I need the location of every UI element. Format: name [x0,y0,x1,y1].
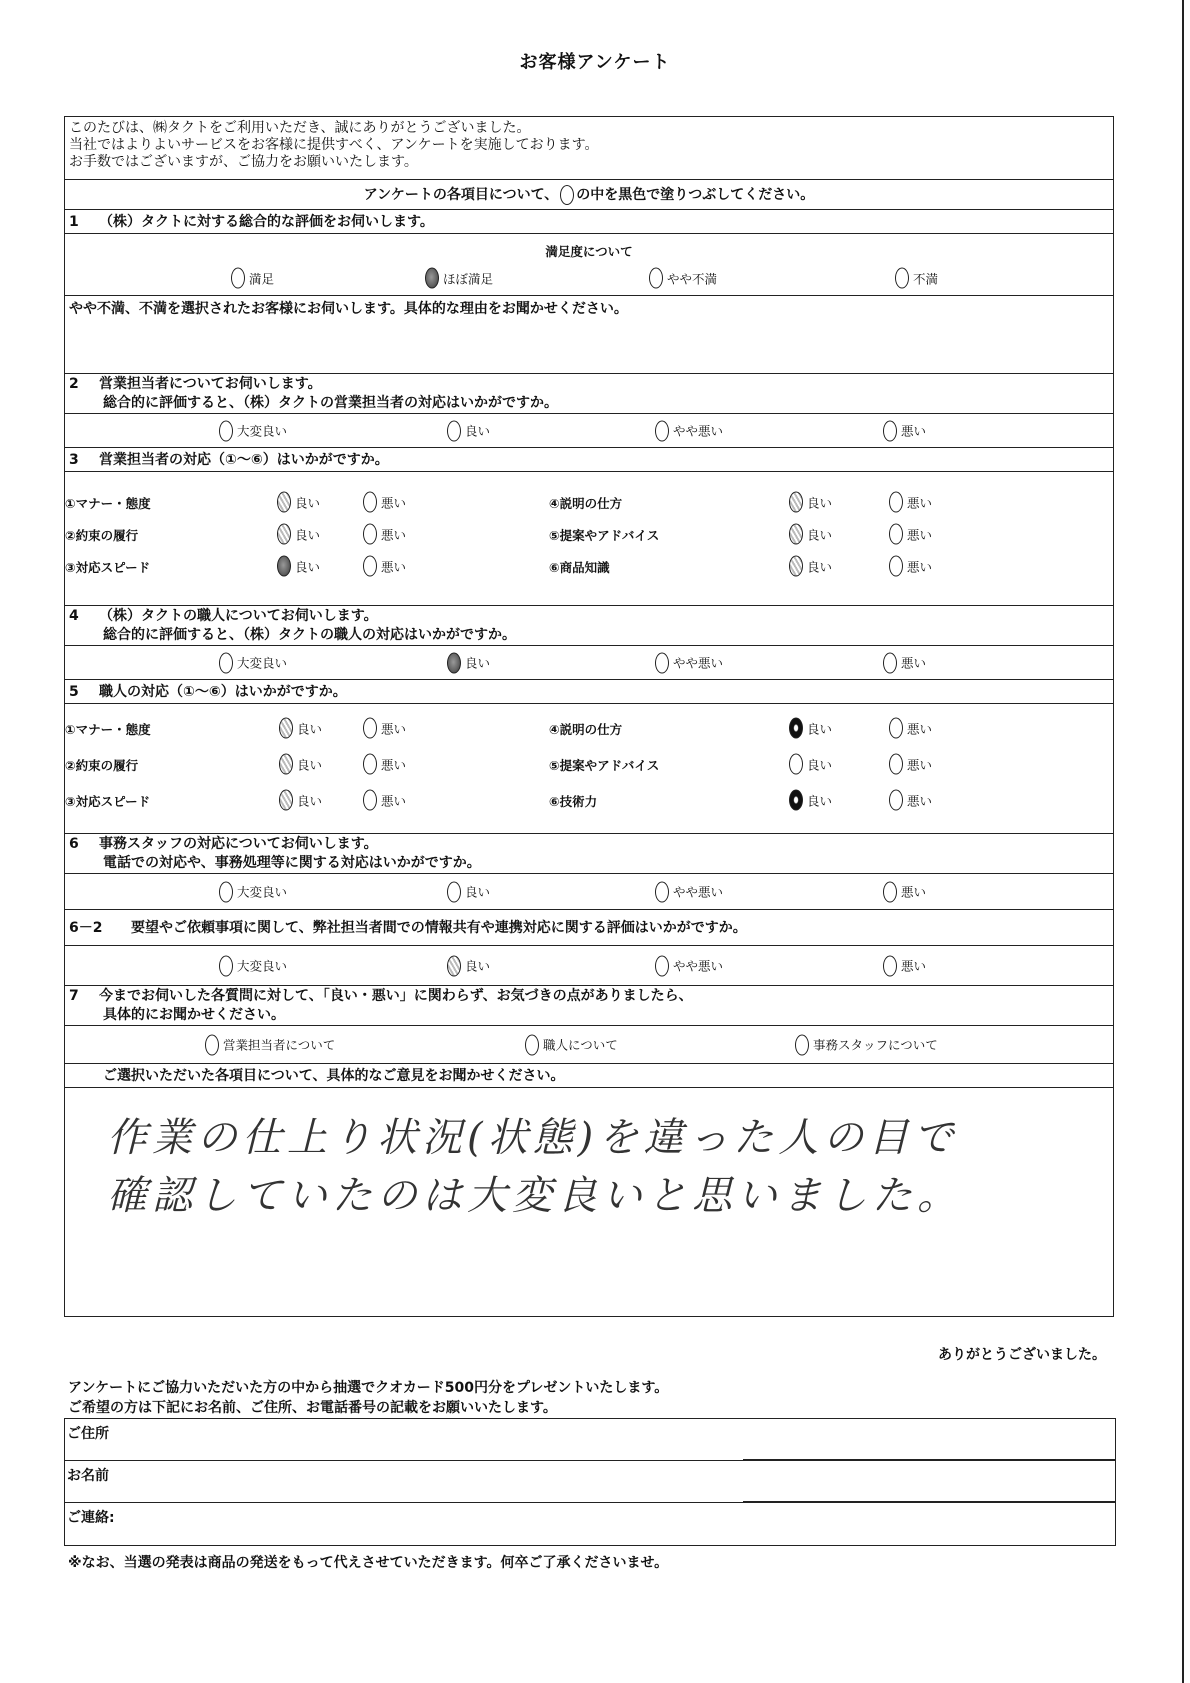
present-line: アンケートにご協力いただいた方の中から抽選でクオカード500円分をプレゼントいたします。 [68,1380,669,1396]
q3-item1-good[interactable] [277,492,320,513]
option-label: 悪い [907,527,933,542]
radio-oval-icon[interactable] [889,754,903,775]
q6-option-2[interactable] [447,881,490,902]
q4-line2: 総合的に評価すると、（株）タクトの職人の対応はいかがですか。 [103,627,516,643]
radio-oval-icon[interactable] [363,718,377,739]
q5-item-label: ①マナー・態度 [65,722,151,737]
q3-item-label: ②約束の履行 [65,528,139,543]
q2-header [65,374,1113,414]
q7-option-1[interactable] [205,1034,335,1055]
option-label: 悪い [381,495,407,510]
q5-item1-good[interactable] [279,718,322,739]
q6-2-options [65,946,1113,986]
page-edge [1182,0,1184,1683]
intro-line: 当社ではよりよいサービスをお客様に提供すべく、アンケートを実施しております。 [69,137,599,153]
q6-header [65,834,1113,874]
radio-oval-filled-icon[interactable] [789,492,803,513]
radio-oval-icon[interactable] [447,420,461,441]
option-label: 悪い [381,793,407,808]
radio-oval-filled-icon[interactable] [447,652,461,673]
option-label: 大変良い [237,655,288,671]
radio-oval-icon[interactable] [655,955,669,976]
option-label: 大変良い [237,958,288,974]
radio-oval-icon[interactable] [889,524,903,545]
q3-item6-bad[interactable] [889,556,932,577]
q3-item4-good[interactable] [789,492,832,513]
option-label: 良い [807,527,833,542]
option-label: 職人について [543,1037,618,1053]
option-label: 良い [807,793,833,808]
radio-oval-icon[interactable] [789,754,803,775]
option-label: 悪い [901,958,927,974]
q2-number: 2 [69,376,79,392]
q3-item-label: ⑥商品知識 [549,560,610,575]
option-label: 大変良い [237,884,288,900]
q2-line2: 総合的に評価すると、（株）タクトの営業担当者の対応はいかがですか。 [103,395,558,411]
q3-item2-good[interactable] [277,524,320,545]
q2-option-4[interactable] [883,420,926,441]
radio-oval-icon[interactable] [883,955,897,976]
option-label: 良い [295,527,321,542]
radio-oval-icon[interactable] [363,556,377,577]
radio-oval-icon[interactable] [889,492,903,513]
option-label: 悪い [901,423,927,439]
name-label: お名前 [67,1468,109,1484]
option-label: 悪い [381,559,407,574]
q3-item5-good[interactable] [789,524,832,545]
q6-number: 6 [69,836,79,852]
option-label: 良い [465,423,491,439]
radio-oval-filled-icon[interactable] [277,556,291,577]
free-comment-area[interactable] [65,1088,1113,1316]
option-label: 悪い [907,721,933,736]
q6-2-text: 要望やご依頼事項に関して、弊社担当者間での情報共有や連携対応に関する評価はいかがですか。 [131,920,747,936]
intro-line: お手数ではございますが、ご協力をお願いいたします。 [69,154,418,170]
option-label: 良い [807,757,833,772]
radio-oval-icon[interactable] [447,881,461,902]
q5-item-label: ⑥技術力 [549,794,598,809]
q6-2-option-2[interactable] [447,955,490,976]
q5-item6-good[interactable] [789,790,832,811]
phone-label: ご連絡: [67,1510,115,1526]
q1-option-1[interactable] [231,268,274,289]
q4-option-3[interactable] [655,652,723,673]
q6-2-option-4[interactable] [883,955,926,976]
q3-grid [65,472,1113,606]
q5-item3-good[interactable] [279,790,322,811]
radio-oval-icon[interactable] [795,1034,809,1055]
q1-reason-area[interactable] [65,296,1113,374]
q3-number: 3 [69,452,79,468]
radio-oval-icon[interactable] [655,420,669,441]
q4-option-1[interactable] [219,652,287,673]
radio-oval-icon[interactable] [889,718,903,739]
radio-oval-filled-icon[interactable] [277,492,291,513]
option-label: 良い [297,721,323,736]
option-label: 悪い [381,527,407,542]
option-label: ほぼ満足 [443,271,494,286]
intro-line: このたびは、㈱タクトをご利用いただき、誠にありがとうございました。 [69,120,531,136]
q2-option-3[interactable] [655,420,723,441]
radio-oval-icon[interactable] [883,652,897,673]
q7-option-3[interactable] [795,1034,938,1055]
q4-header [65,606,1113,646]
option-label: 良い [807,559,833,574]
page-title: お客様アンケート [519,52,671,73]
q4-number: 4 [69,608,79,624]
q3-item6-good[interactable] [789,556,832,577]
option-label: 良い [465,884,491,900]
option-label: やや悪い [673,884,724,900]
q3-item1-bad[interactable] [363,492,406,513]
q4-line1: （株）タクトの職人についてお伺いします。 [99,608,378,624]
q5-item-label: ②約束の履行 [65,758,139,773]
intro-text [65,117,1113,180]
q5-item-label: ④説明の仕方 [549,722,623,737]
radio-oval-icon[interactable] [649,268,663,289]
option-label: 営業担当者について [223,1037,336,1053]
q3-text: 営業担当者の対応（①～⑥）はいかがですか。 [99,452,389,468]
radio-oval-icon[interactable] [219,420,233,441]
q6-option-1[interactable] [219,881,287,902]
q2-options [65,414,1113,448]
option-label: 悪い [907,757,933,772]
q3-item5-bad[interactable] [889,524,932,545]
radio-oval-filled-icon[interactable] [279,754,293,775]
present-line: ご希望の方は下記にお名前、ご住所、お電話番号の記載をお願いいたします。 [68,1400,557,1416]
option-label: 良い [295,495,321,510]
option-label: 良い [807,721,833,736]
radio-oval-icon[interactable] [883,420,897,441]
option-label: 悪い [901,884,927,900]
q5-item4-bad[interactable] [889,718,932,739]
radio-oval-icon[interactable] [363,754,377,775]
option-label: 良い [297,757,323,772]
q7-options [65,1026,1113,1064]
radio-oval-icon[interactable] [231,268,245,289]
q5-number: 5 [69,684,79,700]
radio-oval-filled-icon[interactable] [789,524,803,545]
option-label: 悪い [907,495,933,510]
option-label: 悪い [907,559,933,574]
option-label: 悪い [381,757,407,772]
radio-oval-filled-icon[interactable] [277,524,291,545]
radio-oval-icon[interactable] [889,790,903,811]
q6-line2: 電話での対応や、事務処理等に関する対応はいかがですか。 [103,855,481,871]
radio-oval-icon[interactable] [205,1034,219,1055]
survey-form [64,116,1114,1317]
q6-line1: 事務スタッフの対応についてお伺いします。 [99,836,378,852]
q3-item4-bad[interactable] [889,492,932,513]
option-label: 良い [807,495,833,510]
handwritten-comment-line: 確認していたのは大変良いと思いました。 [107,1173,962,1219]
q5-grid [65,704,1113,834]
q2-option-1[interactable] [219,420,287,441]
option-label: 良い [297,793,323,808]
radio-oval-filled-icon[interactable] [447,955,461,976]
radio-oval-filled-icon[interactable] [789,718,803,739]
q1-number: 1 [69,214,79,230]
q2-line1: 営業担当者についてお伺いします。 [99,376,322,392]
q3-header [65,448,1113,472]
radio-oval-filled-icon[interactable] [789,790,803,811]
q4-option-4[interactable] [883,652,926,673]
free-comment-label: ご選択いただいた各項目について、具体的なご意見をお聞かせください。 [65,1064,1113,1088]
q3-item-label: ⑤提案やアドバイス [549,528,660,543]
present-text [68,1378,668,1418]
option-label: 悪い [381,721,407,736]
q1-header [65,210,1113,234]
q2-option-2[interactable] [447,420,490,441]
radio-oval-icon[interactable] [883,881,897,902]
q1-option-3[interactable] [649,268,717,289]
option-label: 良い [465,958,491,974]
q5-item5-bad[interactable] [889,754,932,775]
q7-line2: 具体的にお聞かせください。 [103,1007,285,1023]
radio-oval-icon[interactable] [525,1034,539,1055]
phone-row[interactable] [65,1503,1115,1545]
option-label: 不満 [913,271,939,286]
q4-option-2[interactable] [447,652,490,673]
address-label: ご住所 [67,1426,109,1442]
radio-oval-icon[interactable] [655,881,669,902]
q7-number: 7 [69,988,79,1004]
q1-option-2[interactable] [425,268,493,289]
q7-line1: 今までお伺いした各質問に対して、「良い・悪い」に関わらず、お気づきの点がありましたら、 [99,988,693,1004]
option-label: 悪い [901,655,927,671]
q3-item-label: ③対応スピード [65,560,151,575]
q5-item2-bad[interactable] [363,754,406,775]
q1-subhead: 満足度について [545,244,633,259]
q3-item-label: ④説明の仕方 [549,496,623,511]
q6-options [65,874,1113,910]
option-label: やや悪い [673,423,724,439]
q6-2-header [65,910,1113,946]
contact-box [64,1418,1116,1546]
q6-option-3[interactable] [655,881,723,902]
q5-item-label: ⑤提案やアドバイス [549,758,660,773]
q5-item-label: ③対応スピード [65,794,151,809]
footnote: ※なお、当選の発表は商品の発送をもって代えさせていただきます。何卒ご了承くださいませ。 [68,1555,669,1571]
q1-reason-label: やや不満、不満を選択されたお客様にお伺いします。具体的な理由をお聞かせください。 [69,301,628,317]
q1-options [65,234,1113,296]
q5-item2-good[interactable] [279,754,322,775]
q6-2-option-3[interactable] [655,955,723,976]
radio-oval-icon[interactable] [889,556,903,577]
option-label: 良い [465,655,491,671]
q3-item-label: ①マナー・態度 [65,496,151,511]
address-row[interactable] [65,1419,1115,1461]
q5-item1-bad[interactable] [363,718,406,739]
q1-option-4[interactable] [895,268,938,289]
radio-oval-icon[interactable] [363,524,377,545]
q7-header [65,986,1113,1026]
option-label: 良い [295,559,321,574]
option-label: やや不満 [667,271,718,286]
radio-oval-icon[interactable] [363,492,377,513]
q3-item2-bad[interactable] [363,524,406,545]
q3-item3-good[interactable] [277,556,320,577]
option-label: やや悪い [673,655,724,671]
radio-oval-filled-icon[interactable] [789,556,803,577]
address-line [743,1459,1115,1460]
radio-oval-filled-icon[interactable] [279,790,293,811]
radio-oval-icon[interactable] [363,790,377,811]
q5-text: 職人の対応（①～⑥）はいかがですか。 [99,684,347,700]
instruction-row [65,180,1113,210]
q5-item3-bad[interactable] [363,790,406,811]
option-label: 満足 [249,271,275,286]
radio-oval-icon[interactable] [219,881,233,902]
radio-oval-icon[interactable] [655,652,669,673]
q5-header [65,680,1113,704]
radio-oval-filled-icon[interactable] [279,718,293,739]
option-label: 大変良い [237,423,288,439]
q7-option-2[interactable] [525,1034,618,1055]
q4-options [65,646,1113,680]
radio-oval-filled-icon[interactable] [425,268,439,289]
q1-text: （株）タクトに対する総合的な評価をお伺いします。 [99,214,434,230]
q6-2-option-1[interactable] [219,955,287,976]
handwritten-comment-line: 作業の仕上り状況(状態)を違った人の目で [107,1115,959,1161]
q5-item6-bad[interactable] [889,790,932,811]
option-label: 悪い [907,793,933,808]
q6-2-number: 6－2 [69,920,103,936]
radio-oval-icon[interactable] [219,652,233,673]
option-label: やや悪い [673,958,724,974]
oval-sample-icon [560,185,574,205]
thanks-text: ありがとうございました。 [938,1347,1106,1363]
q6-option-4[interactable] [883,881,926,902]
radio-oval-icon[interactable] [895,268,909,289]
name-line [743,1501,1115,1502]
name-row[interactable] [65,1461,1115,1503]
instruction-after: の中を黒色で塗りつぶしてください。 [576,187,815,203]
radio-oval-icon[interactable] [219,955,233,976]
option-label: 事務スタッフについて [813,1037,938,1053]
q3-item3-bad[interactable] [363,556,406,577]
q5-item5-good[interactable] [789,754,832,775]
q5-item4-good[interactable] [789,718,832,739]
instruction-before: アンケートの各項目について、 [363,187,559,203]
